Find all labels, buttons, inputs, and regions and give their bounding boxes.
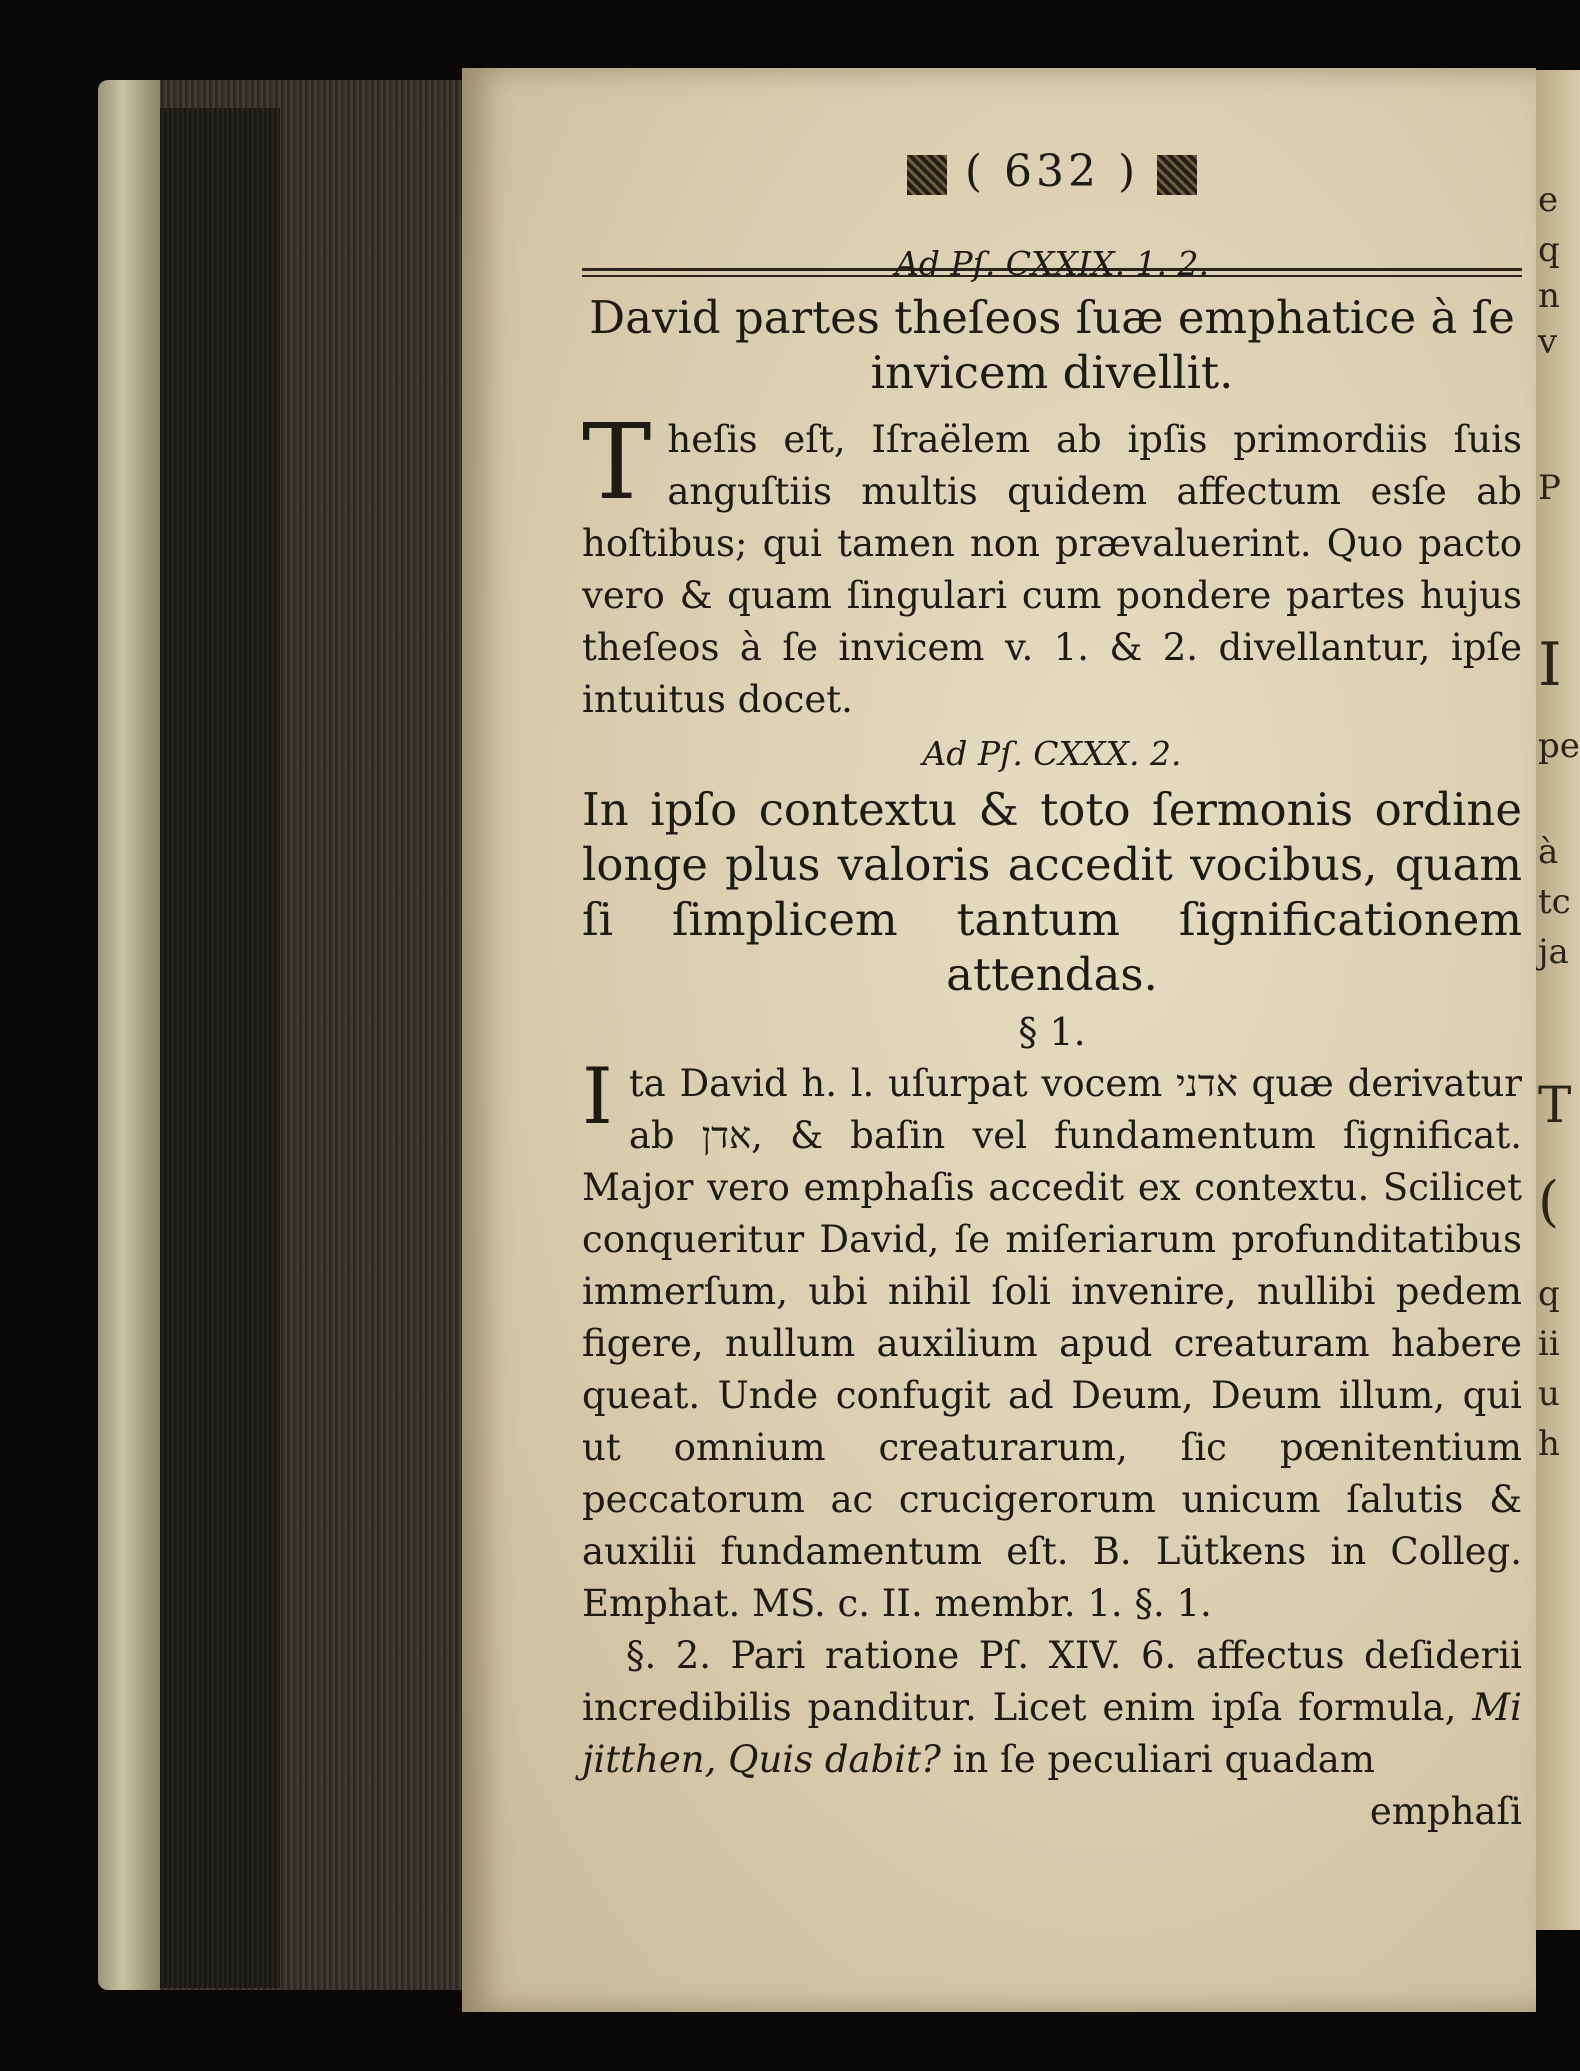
next-glyph: q xyxy=(1538,1274,1560,1314)
next-glyph: pe xyxy=(1538,726,1580,766)
next-glyph: I xyxy=(1538,630,1562,700)
ornament-left-icon xyxy=(907,155,947,195)
section-title: In ipſo contextu & toto ſermonis ordine longe plus valoris accedit vocibus, quam ſi ſimplicem tantum ſignificationem attendas. xyxy=(582,783,1522,1001)
section-body xyxy=(582,401,1522,726)
drop-cap: T xyxy=(582,401,652,523)
next-glyph: P xyxy=(1538,468,1561,508)
book-page xyxy=(462,68,1536,2012)
paragraph-2 xyxy=(582,1630,1522,1786)
para2-end: in ſe peculiari quadam xyxy=(952,1738,1375,1781)
section-reference: Ad Pſ. CXXIX. 1. 2. xyxy=(894,244,1210,283)
book-cover-edge xyxy=(98,80,160,1990)
next-glyph: e xyxy=(1538,180,1559,220)
para2-italic: Mi jitthen, Quis dabit? xyxy=(582,1686,1522,1781)
drop-cap: I xyxy=(582,1052,613,1142)
next-page-peek xyxy=(1536,70,1580,1930)
section-body xyxy=(582,1052,1522,1630)
page-number: ( 632 ) xyxy=(964,146,1140,197)
next-glyph: tc xyxy=(1538,882,1571,922)
body-text: ta David h. l. uſurpat vocem אדני quæ derivatur ab אדן, & baſin vel fundamentum ſignificat. Major vero emphaſis accedit ex contextu. Scilicet conqueritur David, ſe miſeriarum profunditatibus immerſum, ubi nihil ſoli invenire, nullibi pedem figere, nullum auxilium apud creaturam habere queat. Unde confugit ad Deum, Deum illum, qui ut omnium creaturarum, ſic pœnitentium peccatorum ac crucigerorum unicum ſalutis & auxilii fundamentum eſt. B. Lütkens in Colleg. Emphat. MS. c. II. membr. 1. §. 1. xyxy=(582,1062,1522,1625)
page-stack xyxy=(160,108,280,1988)
paragraph-mark: § 1. xyxy=(1018,1010,1086,1054)
catchword: emphaſi xyxy=(1369,1790,1522,1833)
next-glyph: h xyxy=(1538,1424,1560,1464)
next-glyph: n xyxy=(1538,276,1560,316)
next-glyph: v xyxy=(1538,322,1558,362)
next-glyph: u xyxy=(1538,1374,1560,1414)
para2-start: §. 2. Pari ratione Pſ. XIV. 6. affectus deſiderii incredibilis panditur. Licet enim ipſa formula, xyxy=(582,1634,1522,1729)
next-glyph: q xyxy=(1538,230,1560,270)
page-number-line xyxy=(582,146,1522,197)
body-text: heſis eſt, Iſraëlem ab ipſis primordiis ſuis anguſtiis multis quidem affectum esſe ab hoſtibus; qui tamen non prævaluerint. Quo pacto vero & quam ſingulari cum pondere partes hujus theſeos à ſe invicem v. 1. & 2. divellantur, ipſe intuitus docet. xyxy=(582,418,1522,721)
section-title-line2: invicem divellit. xyxy=(870,346,1234,399)
next-glyph: ii xyxy=(1538,1324,1560,1364)
ornament-right-icon xyxy=(1157,155,1197,195)
section-psalm-130 xyxy=(582,734,1522,1838)
section-reference: Ad Pſ. CXXX. 2. xyxy=(922,734,1182,773)
next-glyph: à xyxy=(1538,832,1559,872)
running-header xyxy=(582,146,1522,236)
next-glyph: ( xyxy=(1538,1170,1560,1233)
next-glyph: T xyxy=(1538,1076,1572,1134)
next-glyph: ja xyxy=(1538,932,1569,972)
section-title-line1: David partes theſeos ſuæ emphatice à ſe xyxy=(589,291,1515,344)
section-psalm-129 xyxy=(582,244,1522,726)
